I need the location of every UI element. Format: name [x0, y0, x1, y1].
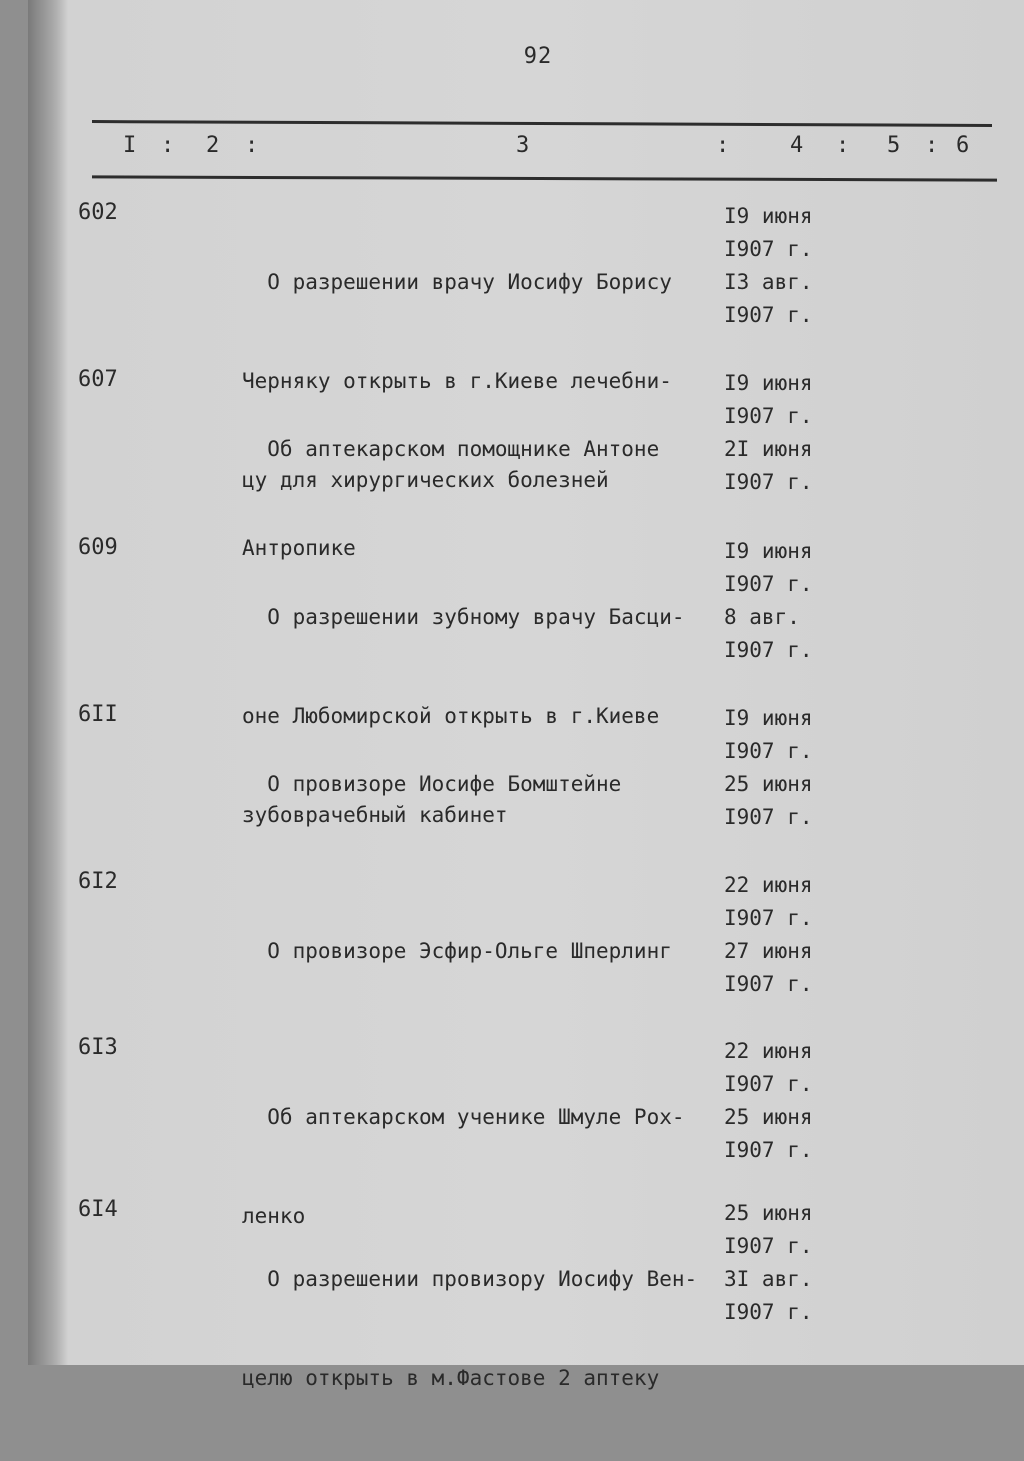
end-date: 2I июня — [724, 437, 813, 461]
header-top-rule — [92, 120, 992, 127]
start-year: I907 г. — [724, 237, 813, 261]
column-separator: : — [836, 133, 850, 158]
end-date: 3I авг. — [724, 1267, 813, 1291]
entry-number: 6I4 — [78, 1197, 118, 1222]
start-year: I907 г. — [724, 906, 813, 930]
column-header-3: 3 — [516, 133, 530, 158]
end-year: I907 г. — [724, 470, 813, 494]
description-line: цу для хирургических болезней — [242, 468, 609, 492]
column-separator: : — [245, 133, 259, 158]
description-line: Черняку открыть в г.Киеве лечебни- — [242, 369, 672, 393]
entry-number: 602 — [78, 200, 118, 225]
start-date: I9 июня — [724, 706, 813, 730]
description-line: зубоврачебный кабинет — [242, 803, 508, 827]
column-header-2: 2 — [206, 133, 220, 158]
entry-dates — [724, 367, 834, 499]
column-header-4: 4 — [790, 133, 804, 158]
start-date: 22 июня — [724, 1039, 813, 1063]
register-entry — [28, 1197, 1024, 1390]
end-year: I907 г. — [724, 1138, 813, 1162]
entry-dates — [724, 1035, 834, 1167]
description-line: оне Любомирской открыть в г.Киеве — [242, 704, 660, 728]
start-year: I907 г. — [724, 572, 813, 596]
description-line: О разрешении врачу Иосифу Борису — [242, 270, 672, 294]
start-date: I9 июня — [724, 539, 813, 563]
entry-dates — [724, 1197, 834, 1329]
entry-number: 6I2 — [78, 869, 118, 894]
start-date: 22 июня — [724, 873, 813, 897]
start-date: 25 июня — [724, 1201, 813, 1225]
entry-description — [242, 869, 732, 1034]
start-date: I9 июня — [724, 371, 813, 395]
column-separator: : — [925, 133, 939, 158]
description-line: О провизоре Эсфир-Ольге Шперлинг — [242, 939, 672, 963]
entry-description — [242, 702, 732, 867]
register-entry — [28, 869, 1024, 1029]
start-year: I907 г. — [724, 739, 813, 763]
entry-dates — [724, 702, 834, 834]
entry-number: 607 — [78, 367, 118, 392]
entry-description — [242, 1197, 732, 1461]
entry-dates — [724, 869, 834, 1001]
description-line: Об аптекарском помощнике Антоне — [242, 437, 660, 461]
end-year: I907 г. — [724, 1300, 813, 1324]
end-date: 25 июня — [724, 772, 813, 796]
entry-number: 6I3 — [78, 1035, 118, 1060]
start-year: I907 г. — [724, 1072, 813, 1096]
description-line: О разрешении провизору Иосифу Вен- — [242, 1267, 698, 1291]
entry-number: 6II — [78, 702, 118, 727]
column-header-6: 6 — [956, 133, 970, 158]
description-line: целю открыть в м.Фастове 2 аптеку — [242, 1366, 660, 1390]
end-date: 8 авг. — [724, 605, 800, 629]
end-year: I907 г. — [724, 303, 813, 327]
column-header-1: I — [123, 133, 137, 158]
register-entry — [28, 702, 1024, 862]
end-year: I907 г. — [724, 805, 813, 829]
end-date: 25 июня — [724, 1105, 813, 1129]
document-page — [28, 0, 1024, 1390]
start-year: I907 г. — [724, 404, 813, 428]
description-line: ленко — [242, 1204, 306, 1228]
description-line: О разрешении зубному врачу Басци- — [242, 605, 685, 629]
page-number: 92 — [523, 44, 553, 69]
column-separator: : — [161, 133, 175, 158]
end-date: 27 июня — [724, 939, 813, 963]
column-separator: : — [716, 133, 730, 158]
end-year: I907 г. — [724, 638, 813, 662]
description-line: О провизоре Иосифе Бомштейне — [242, 772, 622, 796]
end-date: I3 авг. — [724, 270, 813, 294]
description-line: Об аптекарском ученике Шмуле Рох- — [242, 1105, 685, 1129]
column-header-5: 5 — [887, 133, 901, 158]
description-line: Антропике — [242, 536, 356, 560]
header-bottom-rule — [92, 175, 997, 181]
start-year: I907 г. — [724, 1234, 813, 1258]
entry-number: 609 — [78, 535, 118, 560]
entry-dates — [724, 200, 834, 332]
entry-dates — [724, 535, 834, 667]
start-date: I9 июня — [724, 204, 813, 228]
end-year: I907 г. — [724, 972, 813, 996]
